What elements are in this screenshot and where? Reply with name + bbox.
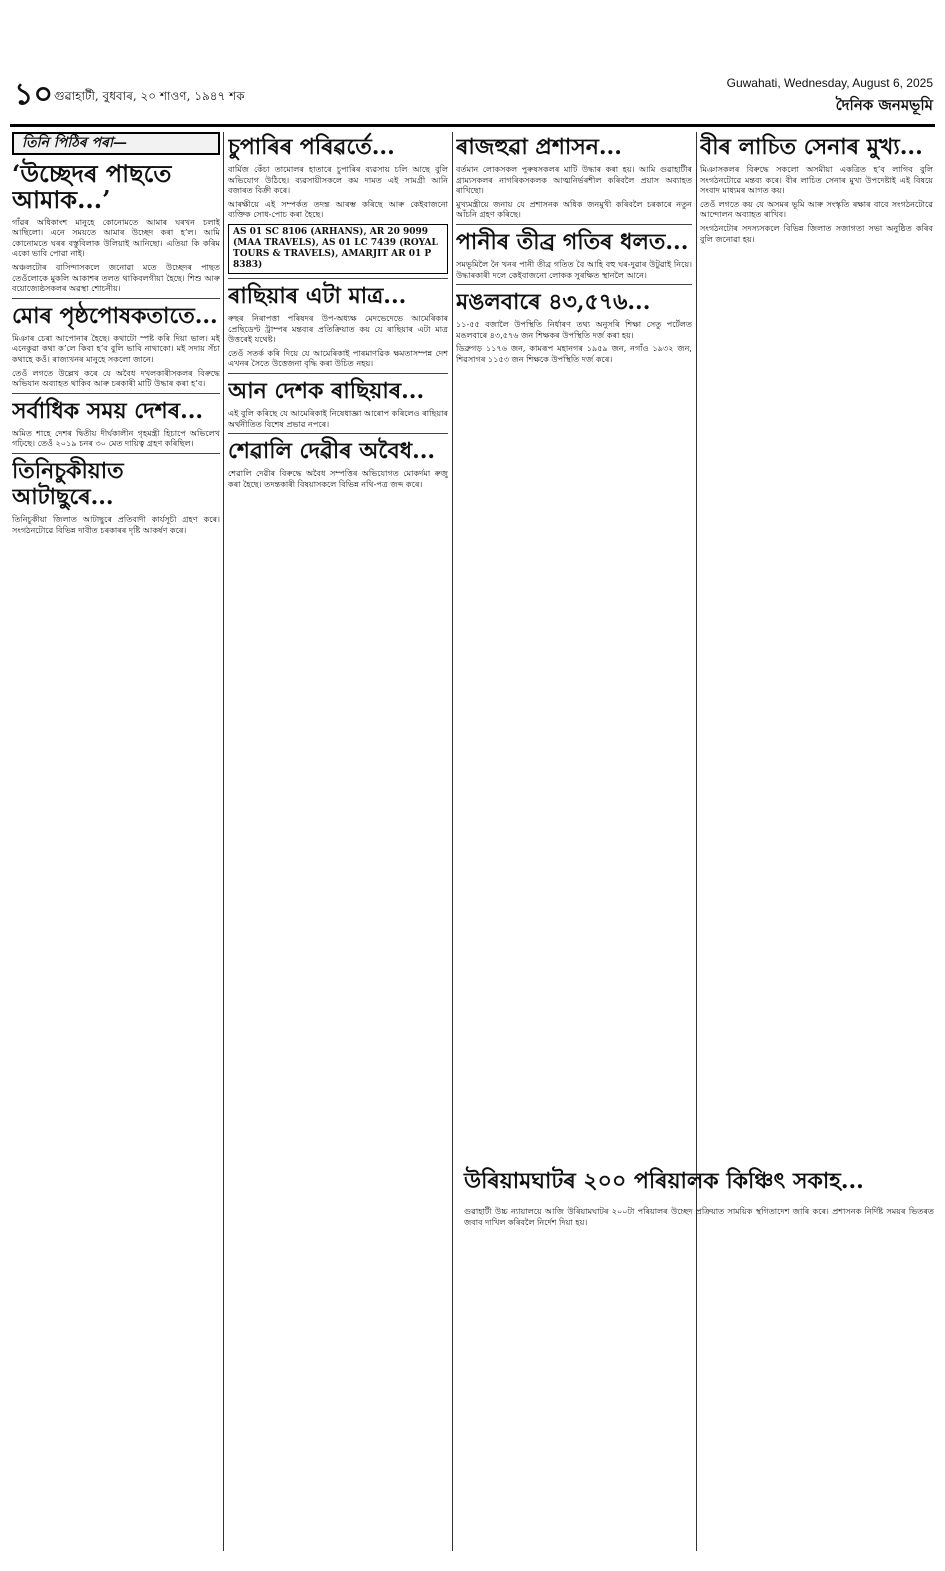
article-text: তেওঁ লগতে কয় যে অসমৰ ভূমি আৰু সংস্কৃতি ৰক্ষাৰ বাবে সংগঠনটোৱে আন্দোলন অব্যাহত ৰাখিব। — [700, 198, 933, 220]
article-text: মিঞাসকলৰ বিৰুদ্ধে সকলো অসমীয়া একত্ৰিত হ’ব লাগিব বুলি সংগঠনটোৱে মন্তব্য কৰে। বীৰ লাচিত সেনাৰ মুখ্য উপদেষ্টাই এই বিষয়ে সংবাদ মাধ্যমৰ আগত কয়। — [700, 164, 933, 196]
headline: সৰ্বাধিক সময় দেশৰ... — [12, 397, 204, 424]
article-text: অমিত শাহে দেশৰ দ্বিতীয় দীৰ্ঘকালীন গৃহমন্ত্ৰী হিচাপে অভিলেখ গঢ়িছে। তেওঁ ২০১৯ চনৰ ৩০ মেত দায়িত্ব গ্ৰহণ কৰিছিল। — [12, 427, 220, 449]
article-text: এই বুলি কৰিছে যে আমেৰিকাই নিষেধাজ্ঞা আৰোপ কৰিলেও ৰাছিয়াৰ অৰ্থনীতিত বিশেষ প্ৰভাৱ নপৰে। — [228, 407, 448, 429]
article-text: ১১-৫৫ বজালৈ উপস্থিতি নিৰ্ধাৰণ তথ্য অনুসৰি শিক্ষা সেতু পৰ্টেলত মঙলবাৰে ৪৩,৫৭৬ জন শিক্ষকৰ উপস্থিতি দৰ্জ কৰা হয়। — [456, 319, 692, 340]
article-text: ৰুছৰ নিৰাপত্তা পৰিষদৰ উপ-অধ্যক্ষ মেদভেদেভে আমেৰিকাৰ প্ৰেছিডেণ্ট ট্ৰাম্পৰ মন্তব্যৰ প্ৰতিক্ৰিয়াত কয় যে ৰাছিয়াৰ এটা মাত্ৰ উত্তৰেই যথেষ্ট। — [228, 312, 448, 345]
divider — [228, 433, 448, 434]
header-rule — [10, 124, 935, 127]
article-text: সংগঠনটোৰ সদস্যসকলে বিভিন্ন জিলাত সজাগতা সভা অনুষ্ঠিত কৰিব বুলি জনোৱা হয়। — [700, 222, 933, 244]
article-text: অঞ্চলটোৰ বাসিন্দাসকলে জনোৱা মতে উচ্ছেদৰ পাছত তেওঁলোকে মুকলি আকাশৰ তলত থাকিবলগীয়া হৈছে। শিশু আৰু বয়োজ্যেষ্ঠসকলৰ অৱস্থা শোচনীয়। — [12, 261, 220, 294]
date-assamese: গুৱাহাটী, বুধবাৰ, ২০ শাওণ, ১৯৪৭ শক — [54, 89, 245, 103]
article-text: বৰ্তমান লোকসকল পুৰুষসকলৰ মাটি উদ্ধাৰ কৰা হয়। আমি গুৱাহাটীৰ গ্ৰাম্যসকলৰ নাগৰিকসকলক আত্মনিৰ্ভৰশীল কৰিবলৈ প্ৰয়াস অব্যাহত ৰাখিছো। — [456, 164, 692, 196]
headline: ৰাজহুৱা প্ৰশাসন... — [456, 134, 622, 160]
divider — [228, 373, 448, 374]
vehicle-list: AS 01 SC 8106 (ARHANS), AR 20 9099 (MAA TRAVELS), AS 01 LC 7439 (ROYAL TOURS & TRAVELS), AMARJIT AR 01 P 8383) — [228, 224, 448, 274]
headline: আন দেশক ৰাছিয়াৰ... — [228, 377, 425, 404]
column-1 — [12, 132, 220, 1551]
headline: বীৰ লাচিত সেনাৰ মুখ্য... — [700, 134, 923, 160]
divider — [12, 393, 220, 394]
article-text: গাঁৱৰ অধিকাংশ মানুহে কোনোমতে আমাৰ ঘৰখন চলাই আছিলো। এনে সময়তে আমাৰ উচ্ছেদ কৰা হ’ল। আমি কোনোমতে ঘৰৰ বস্তুবিলাক উলিয়াই আনিছো। এতিয়া কি কৰিম একো ভাবি পোৱা নাই। — [12, 216, 220, 259]
article-text: শেৱালি দেৱীৰ বিৰুদ্ধে অবৈধ সম্পত্তিৰ অভিযোগত মোকৰ্দমা ৰুজু কৰা হৈছে। তদন্তকাৰী বিষয়াসকলে বিভিন্ন নথি-পত্ৰ জব্দ কৰে। — [228, 468, 448, 489]
article-text: মিঞাৰ চেৰা আপোনাৰ হৈছে। কথাটো স্পষ্ট কৰি দিয়া ভাল। মই এনেকুৱা কথা ক’লে কিবা হ’ব বুলি ভাবি নাথাকো। মই সদায় সঁচা কথাহে কওঁ। ৰাজ্যখনৰ মানুহে সকলো জানে। — [12, 332, 220, 364]
headline: উৰিয়ামঘাটৰ ২০০ পৰিয়ালক কিঞ্চিৎ সকাহ... — [464, 1168, 864, 1194]
headline: ‘উচ্ছেদৰ পাছতে আমাক...’ — [12, 158, 172, 214]
headline: ৰাছিয়াৰ এটা মাত্ৰ... — [228, 282, 407, 309]
headline: মোৰ পৃষ্ঠপোষকতাতে... — [12, 302, 218, 329]
headline: তিনিচুকীয়াত আটাছুৰে... — [12, 457, 124, 510]
headline: চুপাৰিৰ পৰিৱৰ্তে... — [228, 134, 395, 160]
section-label: তিনি পিঠিৰ পৰা— — [12, 132, 220, 155]
column-divider — [696, 132, 697, 1551]
divider — [456, 284, 692, 285]
headline: শেৱালি দেৱীৰ অবৈধ... — [228, 438, 436, 465]
column-3 — [456, 132, 692, 1161]
page-number: ১০ — [14, 77, 53, 112]
article-text: তিনিচুকীয়া জিলাত আটাছুৰে প্ৰতিবাদী কাৰ্যসূচী গ্ৰহণ কৰে। সংগঠনটোৱে বিভিন্ন দাবীত চৰকাৰৰ দৃষ্টি আকৰ্ষণ কৰে। — [12, 513, 220, 535]
article-text: তেওঁ সতৰ্ক কৰি দিয়ে যে আমেৰিকাই পাৰমাণৱিক ক্ষমতাসম্পন্ন দেশ এখনৰ সৈতে উত্তেজনা বৃদ্ধি কৰা উচিত নহয়। — [228, 347, 448, 369]
article-text: সমভূমিলৈ নৈ খনৰ পানী তীব্ৰ গতিত বৈ আহি বহু ঘৰ-দুৱাৰ উটুৱাই নিয়ে। উদ্ধাৰকাৰী দলে কেইবাজনো লোকক সুৰক্ষিত স্থানলৈ আনে। — [456, 258, 692, 280]
divider — [456, 224, 692, 225]
article-text: বাৰ্মিজ কেঁচা তামোলৰ হাতাৰে চুপাৰিৰ ব্যৱসায় চলি আছে বুলি অভিযোগ উঠিছে। ব্যৱসায়ীসকলে কম দামত এই সামগ্ৰী আনি বজাৰত বিক্ৰী কৰে। — [228, 164, 448, 196]
article-text: আৰক্ষীয়ে এই সম্পৰ্কত তদন্ত আৰম্ভ কৰিছে আৰু কেইবাজনো ব্যক্তিক সোধ-পোচ কৰা হৈছে। — [228, 198, 448, 220]
headline: পানীৰ তীব্ৰ গতিৰ ধলত... — [456, 228, 689, 255]
article-text: ডিব্ৰুগড় ১১৭৬ জন, কামৰূপ মহানগৰ ১৯৫৯ জন, নগাঁও ১৯৩২ জন, শিৱসাগৰ ১১৫৩ জন শিক্ষকে উপস্থিতি দৰ্জ কৰে। — [456, 343, 692, 364]
divider — [12, 298, 220, 299]
article-text: গুৱাহাটী উচ্চ ন্যায়ালয়ে আজি উৰিয়ামঘাটৰ ২০০টা পৰিয়ালৰ উচ্ছেদ প্ৰক্ৰিয়াত সাময়িক স্থগিতাদেশ জাৰি কৰে। প্ৰশাসনক নিৰ্দিষ্ট সময়ৰ ভিতৰত জবাব দাখিল কৰিবলৈ নিৰ্দেশ দিয়া হয়। — [464, 1206, 934, 1227]
headline: মঙলবাৰে ৪৩,৫৭৬... — [456, 289, 651, 316]
date-english: Guwahati, Wednesday, August 6, 2025 — [726, 76, 933, 90]
column-2 — [228, 132, 448, 1551]
divider — [228, 278, 448, 279]
article-text: মুখ্যমন্ত্ৰীয়ে জনায় যে প্ৰশাসনক অধিক জনমুখী কৰিবলৈ চৰকাৰে নতুন আঁচনি গ্ৰহণ কৰিছে। — [456, 198, 692, 220]
divider — [12, 453, 220, 454]
column-divider — [223, 132, 224, 1551]
column-divider — [452, 132, 453, 1551]
column-4 — [700, 132, 933, 1161]
masthead — [10, 74, 935, 122]
article-text: তেওঁ লগতে উল্লেখ কৰে যে অবৈধ দখলকাৰীসকলৰ বিৰুদ্ধে অভিযান অব্যাহত থাকিব আৰু চৰকাৰী মাটি উদ্ধাৰ কৰা হ’ব। — [12, 367, 220, 389]
newspaper-name: দৈনিক জনমভূমি — [835, 96, 933, 114]
